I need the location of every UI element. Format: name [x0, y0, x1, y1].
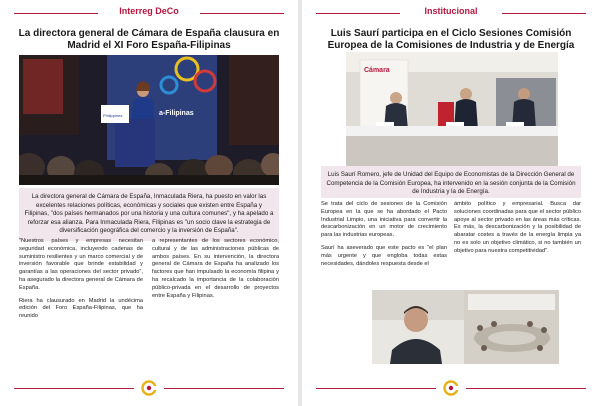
commission-meeting-photo	[346, 52, 558, 166]
paragraph: ámbito político y empresarial. Busca dar soluciones coordinadas para que el sector público apoye al sector privado en las áreas más críticas. Es más, la descarbonización y la posibilidad de abaratar costes a través de la energía limpia ya no es solo un objetivo climático, si no también un objetivo para nuestra competitividad".	[454, 201, 581, 254]
page-footer	[0, 380, 298, 396]
paragraph: Saurí ha aseverado que este pacto es "el plan más urgente y que engloba todas estas necesidades, dándoles respuesta desde el	[321, 244, 447, 267]
header-rule-right	[502, 13, 586, 14]
photo-caption: La directora general de Cámara de España, Inmaculada Riera, ha puesto en valor las excelentes relaciones políticas, económicas y sociales que existen entre España y Filipinas, "dos países hermanados por una historia y una cultura comunes", y ha apelado a reforzar esa alianza. Para Inmaculada Riera, Filipinas es "un socio clave la estrategia de diversificación geográfica del comercio y la inversión de España".	[19, 188, 279, 241]
podium-sign: Philippines	[103, 113, 123, 118]
footer-rule-right	[466, 388, 586, 389]
page-footer	[302, 380, 600, 396]
section-header	[302, 6, 600, 20]
section-tag: Institucional	[424, 6, 478, 16]
paragraph: Riera ha clausurado en Madrid la undécima edición del Foro España-Filipinas, que ha reunido	[19, 297, 143, 320]
paragraph: a representantes de los sectores económico, cultural y de las administraciones públicas de ambos países. En su intervención, la directora general de Cámara de España ha analizado los factores que han impulsado la economía filipina y ha recalcado la importancia de la colaboración público-privada en el desarrollo de proyectos entre España y Filipinas.	[152, 238, 279, 299]
section-header	[0, 6, 298, 20]
paragraph: "Nuestros países y empresas necesitan seguridad económica, incluyendo cadenas de suministro resilientes y un marco comercial y de inversión favorable que brinde estabilidad y garantías a las operaciones del sector privado", ha asegurado la directora general de Cámara de España.	[19, 238, 143, 291]
left-page	[0, 0, 298, 406]
banner-text: a-Filipinas	[159, 110, 194, 117]
forum-photo	[19, 55, 279, 185]
body-column-1	[321, 201, 447, 273]
right-page	[302, 0, 600, 406]
body-column-2	[152, 238, 279, 305]
footer-rule-right	[164, 388, 284, 389]
video-call-photo	[372, 290, 559, 364]
photo-caption: Luis Saurí Romero, jefe de Unidad del Equipo de Economistas de la Dirección General de Competencia de la Comisión Europea, ha intervenido en la sesión conjunta de la Comisión de Industria y la de Energía.	[321, 166, 581, 198]
camara-logo-icon	[141, 380, 157, 396]
body-column-2	[454, 201, 581, 261]
header-rule-right	[200, 13, 284, 14]
footer-rule-left	[14, 388, 134, 389]
camara-logo-icon	[443, 380, 459, 396]
backdrop-text: Cámara	[364, 67, 390, 74]
footer-rule-left	[316, 388, 436, 389]
article-title: Luis Saurí participa en el Ciclo Sesiones Comisión Europea de la Comisiones de Industria y de Energía	[327, 28, 575, 51]
paragraph: Se trata del ciclo de sesiones de la Comisión Europea en la que se ha abordado el Pacto Industrial Limpio, una iniciativa para convertir la descarbonización en un motor de crecimiento para las industrias europeas.	[321, 201, 447, 239]
article-title: La directora general de Cámara de España clausura en Madrid el XI Foro España-Filipinas	[18, 28, 280, 51]
body-column-1	[19, 238, 143, 326]
section-tag: Interreg DeCo	[119, 6, 179, 16]
